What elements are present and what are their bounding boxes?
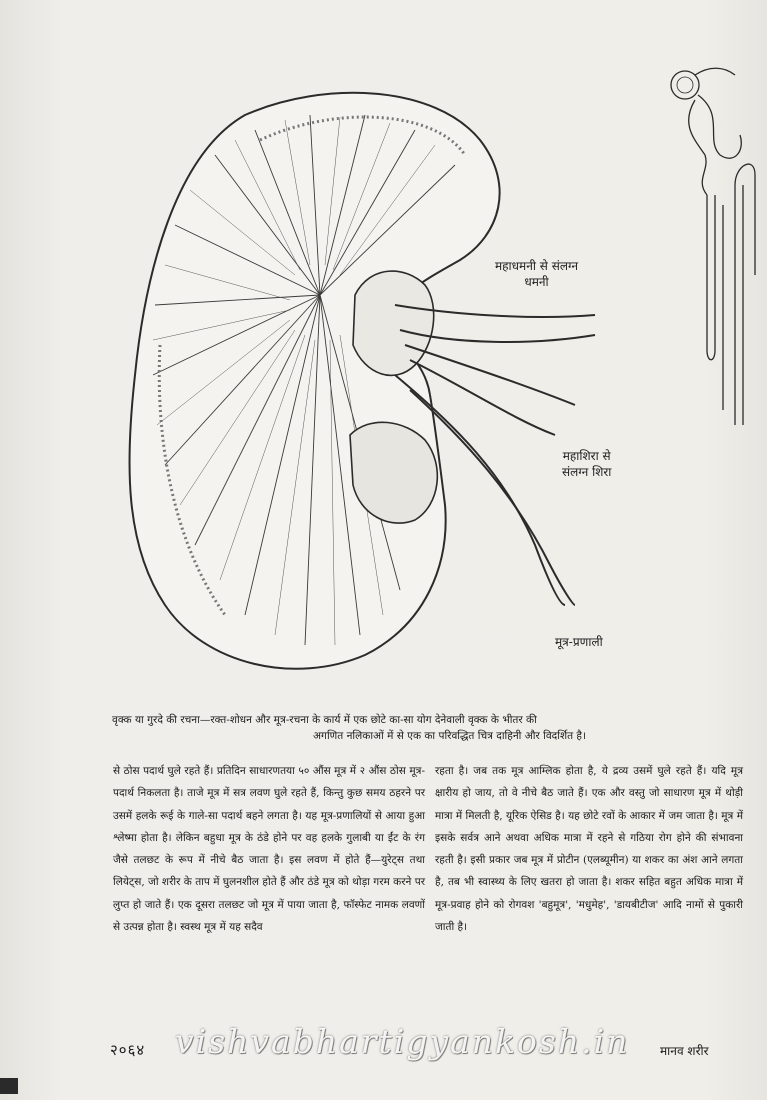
nephron-drawing	[671, 68, 755, 425]
artery-label	[495, 258, 578, 290]
ureter-label: मूत्र-प्रणाली	[555, 635, 603, 649]
figure-caption	[112, 712, 747, 744]
book-title: मानव शरीर	[660, 1044, 709, 1058]
body-text-right: रहता है। जब तक मूत्र आम्लिक होता है, ये द्रव्य उसमें घुले रहते हैं। यदि मूत्र क्षारीय हो जाय, तो वे नीचे बैठ जाते हैं। एक और वस्तु जो साधारण मूत्र में थोड़ी मात्रा में मिलती है, यूरिक ऐसिड है। यह छोटे रवों के आकार में जम जाता है। मूत्र में इसके सर्वत्र आने अथवा अधिक मात्रा में रहने से गठिया रोग होने की संभावना रहती है। इसी प्रकार जब मूत्र में प्रोटीन (एलब्यूमीन) या शकर का अंश आने लगता है, तब भी स्वास्थ्य के लिए खतरा हो जाता है। शकर सहित बहुत अधिक मात्रा में मूत्र-प्रवाह होने को रोगवश 'बहुमूत्र', 'मधुमेह', 'डायबीटीज' आदि नामों से पुकारी जाती है।	[435, 765, 743, 934]
vein-label-line2: संलग्न शिरा	[562, 465, 612, 479]
artery-label-line1: महाधमनी से संलग्न	[495, 259, 579, 273]
vein-label	[562, 448, 611, 480]
kidney-drawing	[129, 93, 595, 669]
caption-line-2: अगणित नलिकाओं में से एक का परिवद्धित चित्र दाहिनी और विदर्शित है।	[313, 730, 586, 742]
kidney-illustration	[95, 45, 765, 685]
page-number: २०६४	[110, 1041, 146, 1059]
caption-line-1: वृक्क या गुरदे की रचना—रक्त-शोधन और मूत्र-रचना के कार्य में एक छोटे का-सा योग देनेवाली वृक्क के भीतर की	[112, 714, 537, 726]
watermark: vishvabhartigyankosh.in	[175, 1022, 630, 1061]
scan-edge-mark	[0, 1078, 18, 1094]
vein-label-line1: महाशिरा से	[562, 449, 611, 463]
artery-label-line2: धमनी	[524, 275, 549, 289]
body-text-left: से ठोस पदार्थ घुले रहते हैं। प्रतिदिन साधारणतया ५० औंस मूत्र में २ औंस ठोस मूत्र-पदार्थ निकलता है। ताजे मूत्र में सत्र लवण घुले रहते हैं, किन्तु कुछ समय ठहरने पर उसमें हलके रूई के गाले-सा पदार्थ बहने लगता है। यह मूत्र-प्रणालियों से आया हुआ श्लेष्मा होता है। लेकिन बहुधा मूत्र के ठंडे होने पर वह हलके गुलाबी या ईंट के रंग जैसे तलछट के रूप में नीचे बैठ जाता है। इस लवण में होते हैं—युरेट्स तथा लियेट्स, जो शरीर के ताप में घुलनशील होते हैं और ठंडे मूत्र को थोड़ा गरम करने पर लुप्त हो जाते हैं। एक दूसरा तलछट जो मूत्र में पाया जाता है, फॉस्फेट नामक लवणों से उत्पन्न होता है। स्वस्थ मूत्र में यह सदैव	[113, 765, 425, 934]
